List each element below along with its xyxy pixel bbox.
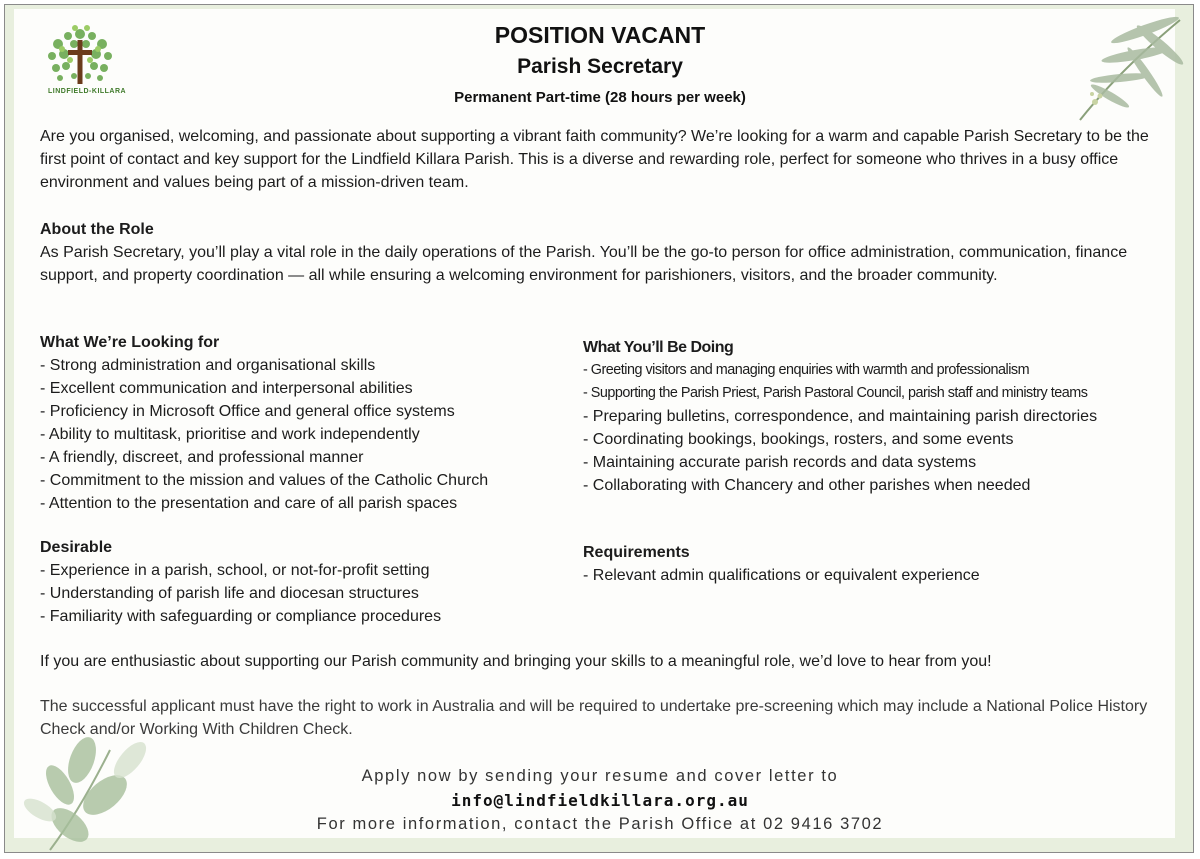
logo-text: LINDFIELD-KILLARA xyxy=(48,88,127,95)
list-item: - Strong administration and organisational skills xyxy=(40,357,376,374)
about-heading: About the Role xyxy=(40,221,154,238)
looking-for-section xyxy=(40,331,570,515)
position-title: Parish Secretary xyxy=(517,55,683,78)
page-title: POSITION VACANT xyxy=(494,22,706,48)
list-item: - Experience in a parish, school, or not-for-profit setting xyxy=(40,562,430,579)
list-item: - Understanding of parish life and diocesan structures xyxy=(40,585,419,602)
list-item: - Collaborating with Chancery and other parishes when needed xyxy=(583,477,1031,494)
requirements-heading: Requirements xyxy=(583,544,690,561)
employment-terms: Permanent Part-time (28 hours per week) xyxy=(454,89,746,106)
legal-paragraph: The successful applicant must have the right to work in Australia and will be required to undertake pre-screening which may include a National Police History Check and/or Working With Children Check. xyxy=(40,698,1148,738)
looking-for-heading: What We’re Looking for xyxy=(40,334,220,351)
list-item: - Greeting visitors and managing enquiries with warmth and professionalism xyxy=(583,362,1030,378)
intro-paragraph: Are you organised, welcoming, and passionate about supporting a vibrant faith community? We’re looking for a warm and capable Parish Secretary to be the first point of contact and key support for the Lindfield Killara Parish. This is a diverse and rewarding role, perfect for someone who thrives in a busy office environment and values being part of a mission-driven team. xyxy=(40,128,1149,191)
doing-section xyxy=(583,336,1183,497)
closing-paragraph: If you are enthusiastic about supporting our Parish community and bringing your skills to a meaningful role, we’d love to hear from you! xyxy=(40,653,992,670)
contact-phone-text: For more information, contact the Parish Office at 02 9416 3702 xyxy=(316,815,884,833)
list-item: - Attention to the presentation and care of all parish spaces xyxy=(40,495,458,512)
about-paragraph: As Parish Secretary, you’ll play a vital role in the daily operations of the Parish. You’ll be the go-to person for office administration, communication, finance support, and property coordination — all while ensuring a welcoming environment for parishioners, visitors, and the broader community. xyxy=(40,244,1128,284)
list-item: - A friendly, discreet, and professional manner xyxy=(40,449,364,466)
list-item: - Familiarity with safeguarding or compliance procedures xyxy=(40,608,442,625)
requirements-section xyxy=(583,541,1183,587)
list-item: - Relevant admin qualifications or equivalent experience xyxy=(583,567,980,584)
list-item: - Coordinating bookings, bookings, rosters, and some events xyxy=(583,431,1014,448)
list-item: - Maintaining accurate parish records and data systems xyxy=(583,454,977,471)
doing-heading: What You’ll Be Doing xyxy=(583,339,734,356)
list-item: - Commitment to the mission and values of the Catholic Church xyxy=(40,472,489,489)
list-item: - Excellent communication and interpersonal abilities xyxy=(40,380,413,397)
apply-instructions: Apply now by sending your resume and cover letter to xyxy=(361,767,839,785)
list-item: - Ability to multitask, prioritise and work independently xyxy=(40,426,420,443)
contact-email-link[interactable]: info@lindfieldkillara.org.au xyxy=(451,791,749,810)
desirable-heading: Desirable xyxy=(40,539,113,556)
list-item: - Proficiency in Microsoft Office and general office systems xyxy=(40,403,455,420)
desirable-section xyxy=(40,536,570,628)
list-item: - Preparing bulletins, correspondence, and maintaining parish directories xyxy=(583,408,1098,425)
list-item: - Supporting the Parish Priest, Parish Pastoral Council, parish staff and ministry teams xyxy=(583,385,1088,401)
